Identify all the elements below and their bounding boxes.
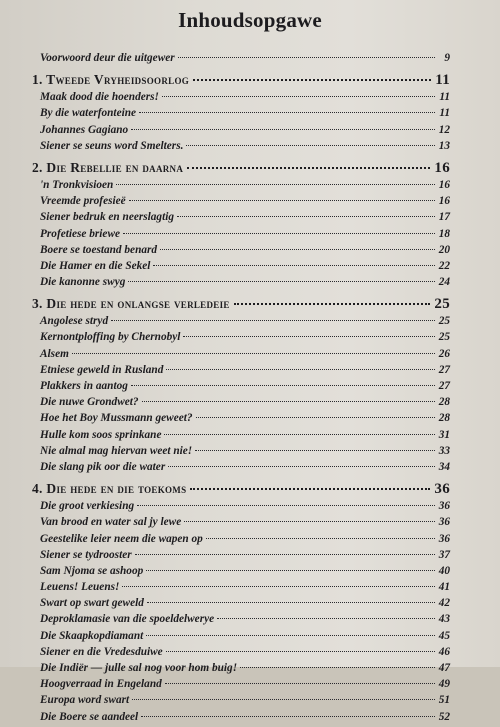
toc-entry [32,331,450,347]
dot-leader [142,401,435,402]
toc-entry-label: Angolese stryd [40,315,109,328]
dot-leader [187,167,430,169]
toc-entry [32,500,450,516]
dot-leader [146,570,435,571]
toc-entry-page: 27 [438,380,450,392]
toc-entry [32,276,450,292]
toc-entry-label: Siener bedruk en neerslagtig [40,211,175,224]
toc-entry-label: Sam Njoma se ashoop [40,564,144,577]
chapter-label: 4. Die hede en die toekoms [32,481,187,497]
toc-entry-page: 11 [439,91,450,104]
toc-entry-page: 46 [438,645,450,658]
toc-entry-label: Voorwoord deur die uitgewer [40,52,175,64]
toc-entry [32,597,450,613]
toc-entry-label: Alsem [40,347,69,360]
dot-leader [122,586,435,587]
toc-entry-label: Hoogverraad in Engeland [40,678,162,691]
toc-entry-label: Hulle kom soos sprinkane [40,428,162,441]
toc-entry-page: 43 [438,613,450,626]
toc-entry [32,107,450,123]
toc-entry [32,445,450,461]
toc-entry [32,565,450,581]
toc-entry-page: 12 [438,123,450,136]
dot-leader [186,145,435,146]
toc-entry [32,380,450,396]
toc-entry [32,412,450,428]
toc-entry [32,124,450,140]
dot-leader [165,683,435,684]
toc-entry-page: 42 [438,597,450,610]
dot-leader [168,466,435,467]
chapter-page: 11 [435,72,450,89]
toc-entry-page: 11 [439,107,450,120]
chapter-heading-2 [32,160,450,179]
toc-entry-page: 28 [438,412,450,425]
chapter-page: 16 [434,159,450,176]
toc-entry-page: 36 [438,532,450,545]
dot-leader [184,521,435,522]
toc-entry [32,630,450,646]
dot-leader [116,184,435,185]
toc-entry [32,533,450,549]
toc-entry-page: 31 [438,428,450,441]
toc-entry-page: 22 [438,259,450,272]
toc-entry [32,646,450,662]
toc-entry [32,244,450,260]
dot-leader [131,129,435,130]
toc-entry-label: Die Hamer en die Sekel [40,259,151,272]
toc-entry-page: 13 [438,139,450,152]
toc-entry-intro [32,52,450,68]
toc-entry [32,364,450,380]
dot-leader [183,336,435,337]
toc-entry-label: Europa word swart [40,694,130,707]
toc-entry-label: Johannes Gagiano [40,123,129,136]
chapter-page: 36 [434,481,450,498]
toc-entry-label: Profetiese briewe [40,227,120,240]
toc-entry-label: Swart op swart geweld [40,597,144,610]
toc-entry [32,396,450,412]
toc-entry-page: 37 [438,548,450,561]
dot-leader [72,353,435,354]
toc-entry-page: 24 [438,276,450,289]
toc-entry-page: 49 [438,678,450,691]
toc-entry-label: Die groot verkiesing [40,500,135,513]
toc-entry-label: Die kanonne swyg [40,276,126,289]
chapter-label: 3. Die hede en onlangse verledeie [32,296,230,312]
toc-entry-label: Plakkers in aantog [40,380,128,392]
toc-entry-page: 33 [438,444,450,457]
dot-leader [123,233,435,234]
toc-entry-page: 26 [438,347,450,360]
toc-entry-page: 17 [438,211,450,224]
toc-entry-label: Hoe het Boy Mussmann geweet? [40,412,193,425]
dot-leader [166,651,435,652]
toc-entry [32,613,450,629]
toc-entry [32,581,450,597]
dot-leader [129,200,435,201]
chapter-label: 2. Die Rebellie en daarna [32,159,184,175]
toc-entry-label: Die Indiër — julle sal nog voor hom buig! [40,662,238,674]
toc-entry-page: 16 [438,178,450,191]
dot-leader [164,434,435,435]
dot-leader [166,369,435,370]
dot-leader [190,488,430,490]
toc-entry [32,348,450,364]
dot-leader [139,112,435,113]
toc-entry [32,211,450,227]
toc-entry-page: 34 [438,460,450,473]
toc-entry [32,91,450,107]
chapter-label: 1. Tweede Vryheidsoorlog [32,72,190,88]
chapter-page: 25 [434,296,450,313]
dot-leader [234,303,431,305]
toc-entry-page: 40 [438,564,450,577]
dot-leader [177,216,435,217]
toc-entry-page: 20 [438,243,450,256]
toc-entry-label: By die waterfonteine [40,107,137,120]
toc-entry-label: Die Boere se aandeel [40,710,139,723]
toc-entry-label: Siener se seuns word Smelters. [40,139,184,152]
dot-leader [146,635,435,636]
toc-entry [32,429,450,445]
toc-entry-label: Die Skaapkopdiamant [40,629,144,642]
dot-leader [147,602,435,603]
toc-entry-page: 16 [438,195,450,208]
dot-leader [206,538,435,539]
toc-entry-label: 'n Tronkvisioen [40,178,114,191]
dot-leader [132,699,435,700]
toc-entry [32,662,450,678]
toc-entry-label: Deproklamasie van die spoeldelwerye [40,613,215,626]
chapter-heading-4 [32,481,450,500]
toc-entry-page: 25 [438,315,450,328]
toc-entry [32,315,450,331]
toc-entry-label: Maak dood die hoenders! [40,91,159,104]
toc-entry [32,549,450,565]
toc-entry-label: Geestelike leier neem die wapen op [40,532,203,545]
toc-entry-page: 51 [438,694,450,707]
dot-leader [111,320,435,321]
toc-entry-page: 36 [438,500,450,513]
toc-entry [32,678,450,694]
toc-entry [32,195,450,211]
toc-entry-page: 47 [438,662,450,674]
toc-entry-label: Van brood en water sal jy lewe [40,516,182,529]
toc-entry-label: Die nuwe Grondwet? [40,396,139,409]
toc-entry-page: 28 [438,396,450,409]
dot-leader [178,57,435,58]
toc-entry-label: Siener en die Vredesduiwe [40,645,163,658]
dot-leader [153,265,435,266]
dot-leader [162,96,435,97]
dot-leader [128,281,435,282]
toc-entry [32,140,450,156]
chapter-heading-3 [32,296,450,315]
toc-entry-page: 27 [438,363,450,376]
dot-leader [217,618,435,619]
toc-entry-label: Siener se tydrooster [40,548,132,561]
toc-entry-page: 45 [438,629,450,642]
dot-leader [131,385,435,386]
toc-entry [32,694,450,710]
dot-leader [195,450,435,451]
toc-entry-page: 18 [438,227,450,240]
toc-entry [32,516,450,532]
toc-entry [32,461,450,477]
toc-entry-page: 52 [438,710,450,723]
toc-entry-label: Vreemde profesieë [40,195,126,208]
toc-entry-page: 41 [438,581,450,594]
dot-leader [193,79,431,81]
toc-entry-page: 36 [438,516,450,529]
toc-entry-label: Leuens! Leuens! [40,581,120,594]
dot-leader [141,716,435,717]
toc-entry [32,260,450,276]
dot-leader [240,667,435,668]
dot-leader [160,249,435,250]
toc-entry-page: 25 [438,331,450,344]
toc-entry-label: Kernontploffing by Chernobyl [40,331,181,344]
dot-leader [137,505,435,506]
table-of-contents [32,52,450,727]
page-title: Inhoudsopgawe [178,8,322,32]
toc-entry [32,179,450,195]
toc-entry-label: Boere se toestand benard [40,243,158,256]
dot-leader [196,417,435,418]
dot-leader [135,554,435,555]
toc-entry-page: 9 [444,52,450,64]
toc-entry-label: Nie almal mag hiervan weet nie! [40,444,193,457]
toc-entry [32,711,450,727]
chapter-heading-1 [32,72,450,91]
toc-entry-label: Die slang pik oor die water [40,460,166,473]
toc-entry [32,228,450,244]
toc-entry-label: Etniese geweld in Rusland [40,363,164,376]
